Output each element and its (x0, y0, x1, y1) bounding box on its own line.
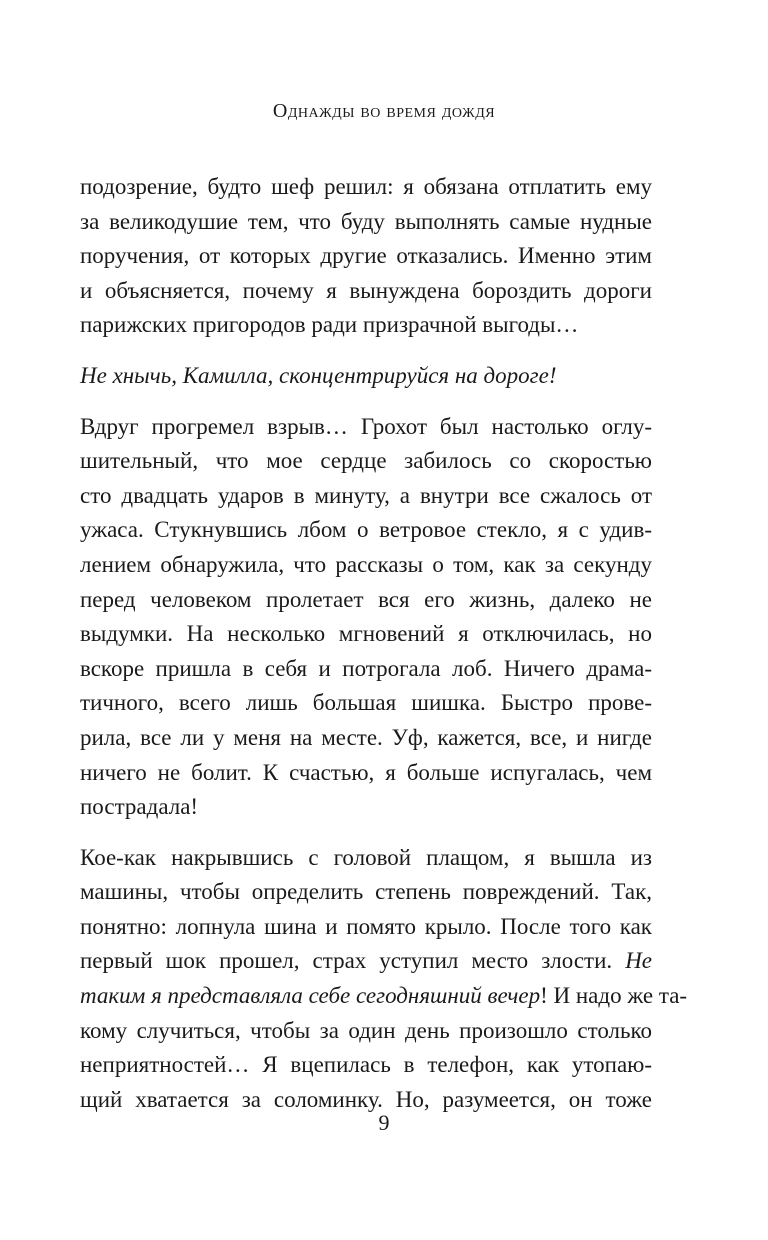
text-line: поручения, от которых другие отказались. Именно этим (80, 243, 652, 269)
text-line: щий хватается за соломинку. Но, разумеется, он тоже (80, 1086, 652, 1112)
text-line: выдумки. На несколько мгновений я отключилась, но (80, 621, 652, 647)
paragraph-4 (80, 841, 688, 1118)
text-line: подозрение, будто шеф решил: я обязана отплатить ему (80, 174, 652, 199)
text-line: Не хнычь, Камилла, сконцентрируйся на дороге! (80, 362, 557, 388)
paragraph-2-italic (80, 359, 652, 394)
paragraph-3 (80, 410, 652, 825)
text-line: и объясняется, почему я вынуждена бороздить дороги (80, 277, 652, 303)
text-line: неприятностей… Я вцепилась в телефон, как утопаю- (80, 1052, 652, 1078)
text-line: парижских пригородов ради призрачной выгоды… (80, 312, 579, 338)
text-line: за великодушие тем, что буду выполнять самые нудные (80, 208, 652, 234)
text-segment-italic: Не (625, 948, 653, 974)
text-segment-italic: таким я представляла себе сегодняшний вечер (80, 983, 541, 1009)
body-text (80, 170, 688, 1117)
text-line-mixed (80, 979, 688, 1014)
text-line: ничего не болит. К счастью, я больше испугалась, чем (80, 759, 652, 785)
text-line: перед человеком пролетает вся его жизнь, далеко не (80, 586, 652, 612)
text-line: тичного, всего лишь большая шишка. Быстро прове- (80, 690, 652, 716)
text-segment: ! И надо же та- (540, 983, 688, 1009)
paragraph-1 (80, 170, 652, 343)
running-title: Однажды во время дождя (272, 100, 496, 122)
text-line: сто двадцать ударов в минуту, а внутри все сжалось от (80, 482, 652, 508)
text-line: пострадала! (80, 794, 199, 820)
text-segment: первый шок прошел, страх уступил место злости. (80, 948, 613, 974)
text-line: машины, чтобы определить степень повреждений. Так, (80, 879, 652, 905)
text-line: рила, все ли у меня на месте. Уф, кажется, все, и нигде (80, 724, 652, 750)
text-line: ужаса. Стукнувшись лбом о ветровое стекло, я с удив- (80, 517, 652, 543)
page-number: 9 (378, 1110, 390, 1135)
text-line: кому случиться, чтобы за один день произошло столько (80, 1017, 652, 1043)
text-line-mixed (80, 944, 652, 979)
text-line: Кое-как накрывшись с головой плащом, я вышла из (80, 844, 652, 870)
text-line: Вдруг прогремел взрыв… Грохот был настолько оглу- (80, 413, 652, 439)
text-line: шительный, что мое сердце забилось со скоростью (80, 448, 652, 474)
text-line: вскоре пришла в себя и потрогала лоб. Ничего драма- (80, 655, 652, 681)
text-line: лением обнаружила, что рассказы о том, как за секунду (80, 551, 652, 577)
text-line: понятно: лопнула шина и помято крыло. После того как (80, 913, 652, 939)
